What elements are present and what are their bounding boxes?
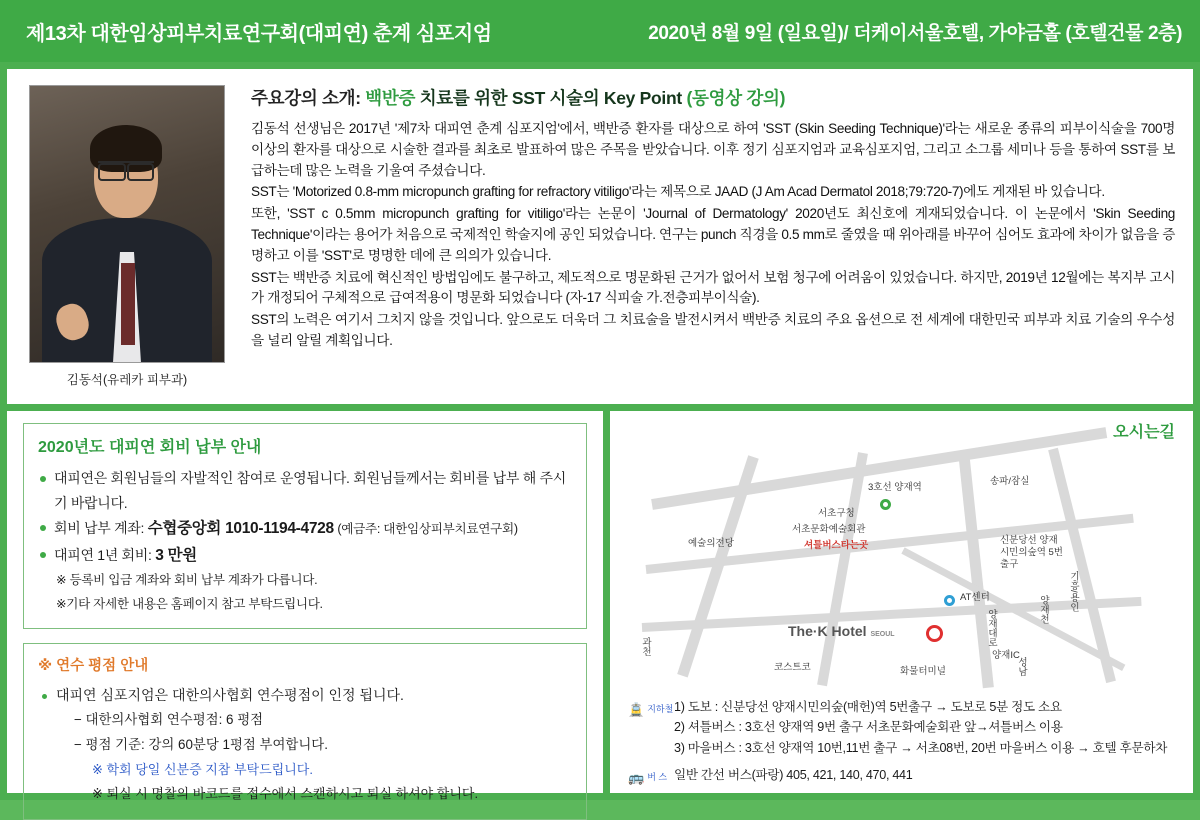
map-label-shuttle: 셔틀버스타는곳	[804, 540, 869, 551]
transit-line: 1) 도보 : 신분당선 양재시민의숲(매헌)역 5번출구 → 도보로 5분 정도 소요	[674, 700, 1062, 714]
map-road	[651, 427, 1107, 510]
map-label: 기흥/용인	[1068, 571, 1079, 612]
map-label: 양재천	[1038, 595, 1049, 624]
fee-account-holder: (예금주: 대한임상피부치료연구회)	[337, 522, 518, 536]
credit-note-barcode: ※ 퇴실 시 명찰의 바코드를 접수에서 스캔하시고 퇴실 하셔야 합니다.	[92, 786, 479, 802]
credit-line: 대피연 심포지엄은 대한의사협회 연수평점이 인정 됩니다.	[38, 683, 572, 708]
lecture-text-column	[233, 81, 1179, 394]
subway-icon-group	[628, 697, 674, 720]
fee-box	[23, 423, 587, 629]
map-label: AT센터	[960, 592, 990, 603]
bus-icon-group	[628, 765, 674, 788]
subway-label: 지하철	[647, 704, 674, 715]
directions-title: 오시는길	[1113, 424, 1175, 441]
map-label: 양재대로	[986, 609, 997, 647]
hotel-marker	[926, 625, 943, 642]
lecture-intro-panel	[7, 69, 1193, 404]
lecture-label: 주요강의 소개:	[251, 88, 361, 108]
fee-bullet	[38, 515, 572, 542]
credit-line: − 대한의사협회 연수평점: 6 평점	[74, 712, 264, 728]
lecture-paragraph: SST는 'Motorized 0.8-mm micropunch grafting for refractory vitiligo'라는 제목으로 JAAD (J Am Acad Dermatol 2018;79:720-7)에도 게재된 바 있습니다.	[251, 184, 1105, 200]
map-label: 성남	[1016, 657, 1027, 676]
fee-bullet-text: 대피연은 회원님들의 자발적인 참여로 운영됩니다. 회원님들께서는 회비를 납부 해 주시기 바랍니다.	[54, 470, 566, 511]
map-label: 서초문화예술회관	[792, 524, 866, 535]
credit-box-title: ※ 연수 평점 안내	[38, 657, 149, 674]
credit-note-id: ※ 학회 당일 신분증 지참 부탁드립니다.	[92, 761, 313, 777]
page-header	[0, 0, 1200, 62]
bus-icon: 🚌	[628, 770, 645, 786]
station-marker-yangjae	[880, 499, 891, 510]
fee-amount-value: 3 만원	[155, 547, 197, 565]
map-road	[817, 452, 868, 686]
fee-bullet	[38, 542, 572, 569]
fee-amount-label: 대피연 1년 회비:	[54, 547, 152, 564]
station-marker-at-center	[944, 595, 955, 606]
map-road	[958, 450, 994, 688]
lecture-paragraph: SST의 노력은 여기서 그치지 않을 것입니다. 앞으로도 더욱더 그 치료술을 발전시켜서 백반증 치료의 주요 옵션으로 전 세계에 대한민국 피부과 치료 기술의 우수성을 널리 알릴 계획입니다.	[251, 312, 1175, 348]
fee-box-title: 2020년도 대피연 회비 납부 안내	[38, 439, 262, 456]
map-label: 화물터미널	[900, 666, 946, 677]
transit-line: 3) 마을버스 : 3호선 양재역 10번,11번 출구 → 서초08번, 20번 마을버스 이용 → 호텔 후문하차	[674, 740, 1168, 755]
hotel-name-text: The·K Hotel	[788, 623, 867, 639]
fee-and-credit-panel	[7, 411, 603, 802]
map-label: 양재IC	[992, 650, 1020, 661]
fee-note: ※기타 자세한 내용은 홈페이지 참고 부탁드립니다.	[56, 596, 323, 611]
map-label: 신분당선 양재시민의숲역 5번 출구	[1000, 535, 1063, 570]
transit-info	[628, 697, 1179, 788]
map-label: 3호선 양재역	[868, 482, 922, 493]
lecture-title-main: 치료를 위한 SST 시술의 Key Point	[419, 88, 682, 108]
directions-panel	[610, 411, 1193, 793]
credit-box	[23, 643, 587, 820]
fee-bullet	[38, 466, 572, 515]
hotel-name-sub: SEOUL	[870, 631, 895, 638]
lecture-paragraph: 또한, 'SST c 0.5mm micropunch grafting for vitiligo'라는 논문이 'Journal of Dermatology' 2020년도 최신호에 게재되었습니다. 이 논문에서 'Skin Seeding Technique'이라는 용어가 처음으로 국제적인 학술지에 공인 되었습니다. 연구는 punch 직경을 0.5 mm로 줄였을 때 위아래를 바꾸어 심어도 효과에 차이가 없음을 증명하고 이를 'SST'로 명명한 데에 큰 의의가 있습니다.	[251, 206, 1175, 263]
photo-tie	[121, 263, 135, 346]
map-figure	[628, 447, 1175, 689]
lecture-paragraph: 김동석 선생님은 2017년 '제7차 대피연 춘계 심포지엄'에서, 백반증 환자를 대상으로 하여 'SST (Skin Seeding Technique)'라는 새로운 종류의 피부이식술을 700명 이상의 환자를 대상으로 시술한 결과를 최초로 발표하여 많은 주목을 받았습니다. 이후 정기 심포지엄과 교육심포지엄, 그리고 소그룹 세미나 등을 통하여 SST를 보급하는데 많은 노력을 기울여 주셨습니다.	[251, 121, 1175, 178]
bus-lines	[674, 765, 1179, 785]
lecture-title-highlight: 백반증	[365, 88, 416, 108]
credit-line: − 평점 기준: 강의 60분당 1평점 부여합니다.	[74, 736, 328, 752]
bus-info-row	[628, 765, 1179, 788]
transit-line: 일반 간선 버스(파랑) 405, 421, 140, 470, 441	[674, 768, 913, 783]
speaker-photo	[29, 85, 225, 363]
glasses-icon	[98, 161, 154, 178]
lecture-title-tail: (동영상 강의)	[686, 88, 786, 108]
map-label: 예술의전당	[688, 538, 734, 549]
lecture-paragraph: SST는 백반증 치료에 혁신적인 방법임에도 불구하고, 제도적으로 명문화된 근거가 없어서 보험 청구에 어려움이 있었습니다. 하지만, 2019년 12월에는 복지부 고시가 개정되어 구체적으로 급여적용이 명문화 되었습니다 (자-17 식피술 가.전층피부이식술).	[251, 269, 1175, 306]
subway-info-row	[628, 697, 1179, 758]
fee-account-label: 회비 납부 계좌:	[54, 520, 145, 536]
map-label: 서초구청	[818, 508, 855, 519]
header-date-venue: 2020년 8월 9일 (일요일)/ 더케이서울호텔, 가야금홀 (호텔건물 2층)	[648, 22, 1182, 44]
map-label: 송파/잠실	[990, 476, 1030, 487]
transit-line: 2) 셔틀버스 : 3호선 양재역 9번 출구 서초문화예술회관 앞→셔틀버스 이용	[674, 720, 1063, 735]
speaker-photo-column	[21, 81, 233, 394]
fee-note: ※ 등록비 입금 계좌와 회비 납부 계좌가 다릅니다.	[56, 573, 318, 588]
header-title: 제13차 대한임상피부치료연구회(대피연) 춘계 심포지엄	[26, 22, 492, 45]
map-label: 코스트코	[774, 662, 811, 673]
map-label: 과천	[640, 637, 651, 656]
lecture-heading	[251, 85, 1175, 110]
bottom-section	[7, 411, 1193, 802]
map-canvas	[628, 447, 1175, 689]
bus-label: 버 스	[647, 772, 668, 783]
hotel-name	[788, 623, 895, 639]
fee-account-number: 수협중앙회 1010-1194-4728	[147, 520, 334, 537]
subway-icon: 🚊	[628, 702, 645, 717]
subway-lines	[674, 697, 1179, 758]
speaker-caption: 김동석(유레카 피부과)	[66, 373, 188, 387]
